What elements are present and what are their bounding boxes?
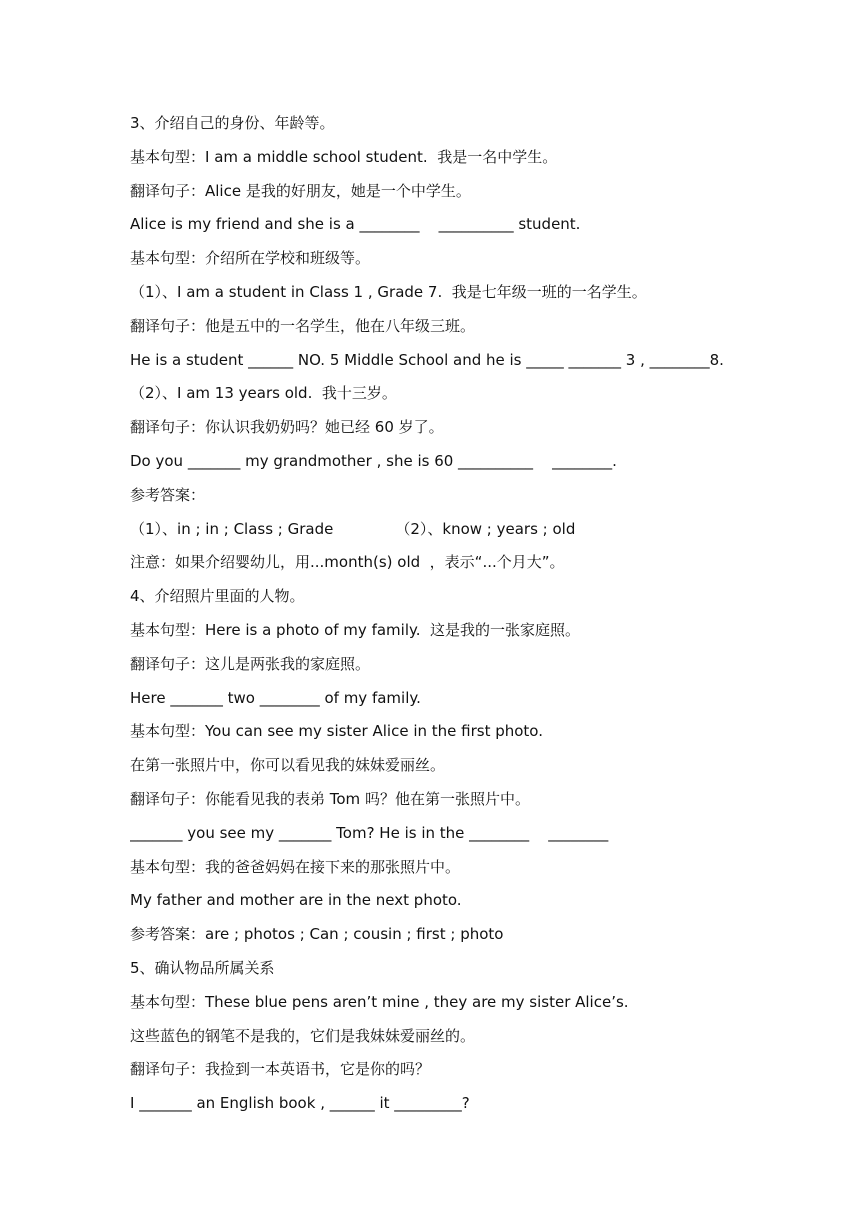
text-line: 翻译句子：这儿是两张我的家庭照。 [130, 654, 371, 673]
section-heading: 5、确认物品所属关系 [130, 958, 275, 977]
answer-line: 参考答案：are ; photos ; Can ; cousin ; first ; photo [130, 925, 504, 944]
fill-blank-line: Alice is my friend and she is a ________ __________ student. [130, 215, 581, 234]
fill-blank-line: I _______ an English book , ______ it _________? [130, 1094, 470, 1113]
fill-blank-line: Do you _______ my grandmother , she is 60 __________ ________. [130, 451, 617, 470]
text-line: 翻译句子：你认识我奶奶吗？她已经 60 岁了。 [130, 418, 444, 437]
section-heading: 3、介绍自己的身份、年龄等。 [130, 114, 335, 132]
section-heading: 4、介绍照片里面的人物。 [130, 587, 305, 606]
text-line: 这些蓝色的钢笔不是我的，它们是我妹妹爱丽丝的。 [130, 1026, 476, 1045]
text-line: 基本句型：我的爸爸妈妈在接下来的那张照片中。 [130, 857, 461, 876]
fill-blank-line: Here _______ two ________ of my family. [130, 688, 421, 707]
answer-heading: 参考答案： [130, 485, 206, 504]
fill-blank-line: _______ you see my _______ Tom? He is in the ________ ________ [130, 823, 609, 842]
text-line: 基本句型：You can see my sister Alice in the first photo. [130, 722, 543, 741]
text-line: 基本句型：These blue pens aren’t mine , they are my sister Alice’s. [130, 992, 629, 1011]
text-line: 翻译句子：Alice 是我的好朋友，她是一个中学生。 [130, 181, 471, 200]
text-line: 在第一张照片中，你可以看见我的妹妹爱丽丝。 [130, 756, 446, 775]
text-line: 翻译句子：他是五中的一名学生，他在八年级三班。 [130, 316, 476, 335]
text-line: 翻译句子：你能看见我的表弟 Tom 吗？他在第一张照片中。 [130, 789, 530, 808]
text-line: 基本句型：介绍所在学校和班级等。 [130, 249, 371, 268]
text-line: 翻译句子：我捡到一本英语书，它是你的吗？ [130, 1060, 431, 1079]
text-line: 基本句型：I am a middle school student. 我是一名中学生。 [130, 147, 558, 166]
note-line: 注意：如果介绍婴幼儿，用...month(s) old ，表示“...个月大”。 [130, 553, 565, 572]
text-line: My father and mother are in the next photo. [130, 891, 462, 910]
answer-line: （1）、in ; in ; Class ; Grade （2）、know ; years ; old [130, 519, 576, 538]
document-body [130, 111, 830, 1125]
text-line: 基本句型：Here is a photo of my family. 这是我的一张家庭照。 [130, 620, 581, 639]
text-line: （1）、I am a student in Class 1 , Grade 7. 我是七年级一班的一名学生。 [130, 282, 647, 301]
fill-blank-line: He is a student ______ NO. 5 Middle School and he is _____ _______ 3 , ________8. [130, 350, 724, 369]
text-line: （2）、I am 13 years old. 我十三岁。 [130, 384, 397, 403]
